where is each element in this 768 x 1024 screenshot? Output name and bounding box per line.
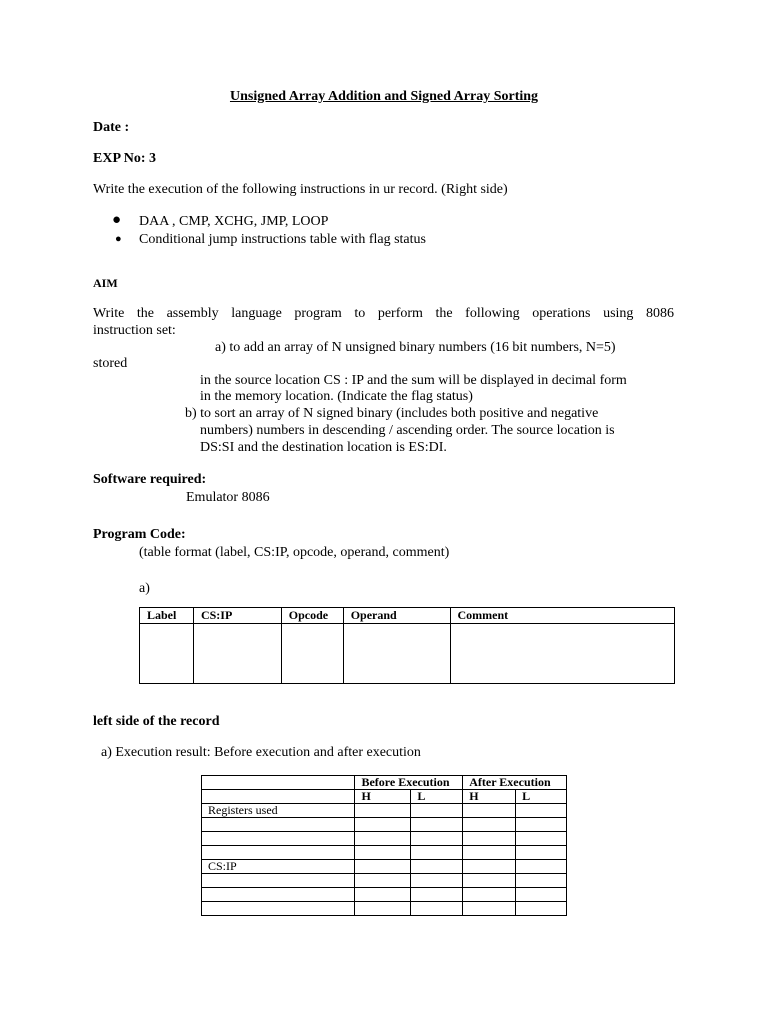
aim-heading: AIM bbox=[93, 276, 118, 290]
l-header: L bbox=[516, 790, 567, 804]
table-row bbox=[202, 874, 567, 888]
program-code-table bbox=[139, 607, 675, 684]
table-row bbox=[140, 624, 675, 684]
date-label: Date : bbox=[93, 120, 130, 135]
aim-a-line: in the memory location. (Indicate the flag status) bbox=[200, 389, 473, 404]
table-row bbox=[202, 832, 567, 846]
column-header: Comment bbox=[450, 608, 674, 624]
csip-label: CS:IP bbox=[202, 860, 355, 874]
table-cell bbox=[281, 624, 343, 684]
execution-result-item: a) Execution result: Before execution and after execution bbox=[101, 745, 421, 760]
aim-a-line: stored bbox=[93, 356, 128, 371]
column-header: Label bbox=[140, 608, 194, 624]
exp-label: EXP No: 3 bbox=[93, 151, 156, 166]
h-header: H bbox=[463, 790, 516, 804]
table-cell bbox=[193, 624, 281, 684]
software-heading: Software required: bbox=[93, 472, 207, 487]
table-row bbox=[202, 860, 567, 874]
column-header: CS:IP bbox=[193, 608, 281, 624]
aim-b-line: b) to sort an array of N signed binary (includes both positive and negative bbox=[185, 406, 599, 421]
bullet-icon: ● bbox=[112, 212, 122, 228]
page-title: Unsigned Array Addition and Signed Array Sorting bbox=[229, 89, 539, 104]
program-heading: Program Code: bbox=[93, 527, 186, 542]
column-header: Opcode bbox=[281, 608, 343, 624]
record-instruction: Write the execution of the following instructions in ur record. (Right side) bbox=[93, 182, 508, 197]
after-execution-header: After Execution bbox=[463, 776, 567, 790]
table-row bbox=[202, 902, 567, 916]
table-cell bbox=[343, 624, 450, 684]
table-cell bbox=[450, 624, 674, 684]
table-cell bbox=[140, 624, 194, 684]
program-format: (table format (label, CS:IP, opcode, operand, comment) bbox=[139, 545, 450, 560]
registers-used-label: Registers used bbox=[202, 804, 355, 818]
aim-a-line: a) to add an array of N unsigned binary numbers (16 bit numbers, N=5) bbox=[215, 340, 616, 355]
table-row bbox=[202, 818, 567, 832]
aim-b-line: DS:SI and the destination location is ES:DI. bbox=[200, 440, 447, 455]
h-header: H bbox=[355, 790, 411, 804]
software-value: Emulator 8086 bbox=[186, 490, 270, 505]
execution-result-table bbox=[201, 775, 567, 916]
l-header: L bbox=[411, 790, 463, 804]
left-side-heading: left side of the record bbox=[93, 714, 220, 729]
aim-line: instruction set: bbox=[93, 323, 176, 338]
program-part-label: a) bbox=[139, 581, 150, 596]
bullet-item: Conditional jump instructions table with flag status bbox=[139, 232, 426, 247]
column-header: Operand bbox=[343, 608, 450, 624]
table-row bbox=[202, 888, 567, 902]
aim-a-line: in the source location CS : IP and the sum will be displayed in decimal form bbox=[200, 373, 627, 388]
table-row bbox=[202, 804, 567, 818]
aim-line: Write the assembly language program to perform the following operations using 8086 bbox=[93, 306, 674, 321]
bullet-icon: ● bbox=[115, 233, 122, 245]
aim-b-line: numbers) numbers in descending / ascending order. The source location is bbox=[200, 423, 615, 438]
bullet-item: DAA , CMP, XCHG, JMP, LOOP bbox=[139, 214, 329, 229]
before-execution-header: Before Execution bbox=[355, 776, 463, 790]
table-row bbox=[202, 846, 567, 860]
